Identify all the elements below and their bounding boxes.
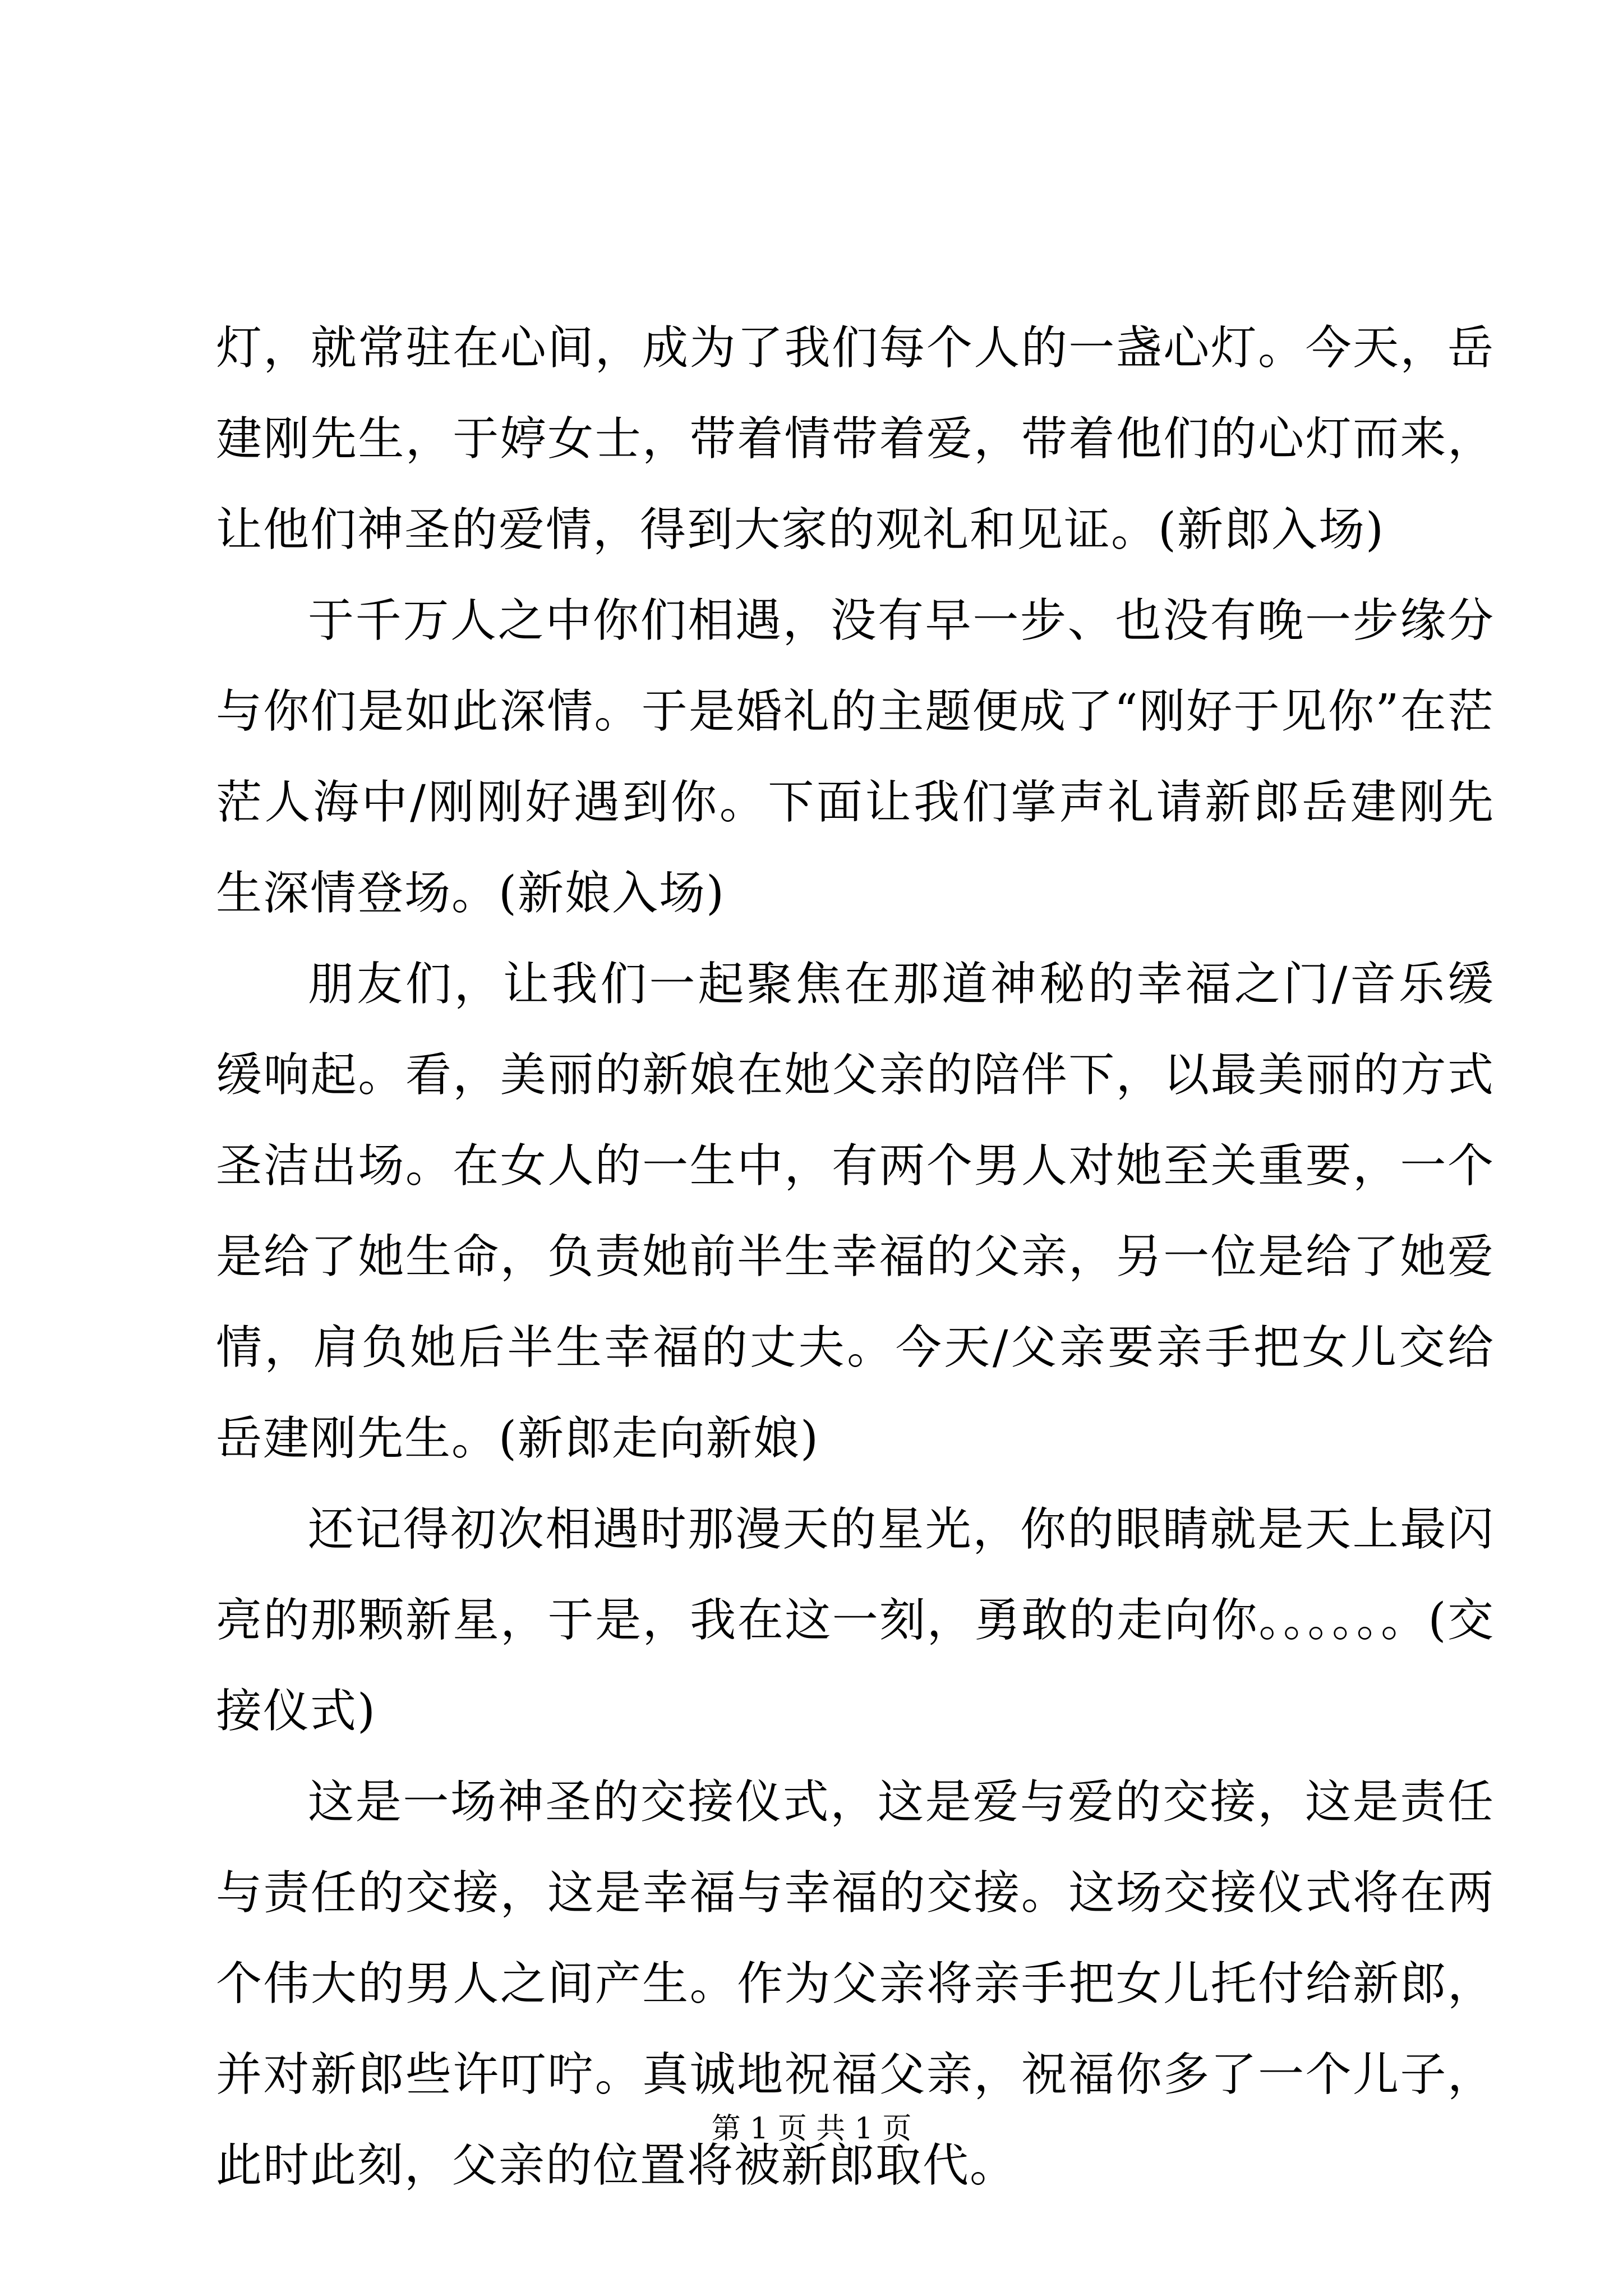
paragraph-4: 还记得初次相遇时那漫天的星光，你的眼睛就是天上最闪亮的那颗新星，于是，我在这一刻，勇敢的走向你。。。。。。(交接仪式) — [216, 1503, 1495, 1738]
paragraph-1: 灯，就常驻在心间，成为了我们每个人的一盏心灯。今天，岳建刚先生，于婷女士，带着情带着爱，带着他们的心灯而来，让他们神圣的爱情，得到大家的观礼和见证。(新郎入场) — [216, 321, 1495, 556]
paragraph-2: 于千万人之中你们相遇，没有早一步、也没有晚一步缘分与你们是如此深情。于是婚礼的主题便成了“刚好于见你”在茫茫人海中/刚刚好遇到你。下面让我们掌声礼请新郎岳建刚先生深情登场。(新娘入场) — [216, 594, 1495, 920]
paragraph-3: 朋友们，让我们一起聚焦在那道神秘的幸福之门/音乐缓缓响起。看，美丽的新娘在她父亲的陪伴下，以最美丽的方式圣洁出场。在女人的一生中，有两个男人对她至关重要，一个是给了她生命，负责她前半生幸福的父亲，另一位是给了她爱情，肩负她后半生幸福的丈夫。今天/父亲要亲手把女儿交给岳建刚先生。(新郎走向新娘) — [216, 958, 1495, 1465]
paragraph-5: 这是一场神圣的交接仪式，这是爱与爱的交接，这是责任与责任的交接，这是幸福与幸福的交接。这场交接仪式将在两个伟大的男人之间产生。作为父亲将亲手把女儿托付给新郎，并对新郎些许叮咛。真诚地祝福父亲，祝福你多了一个儿子，此时此刻，父亲的位置将被新郎取代。 — [216, 1775, 1495, 2192]
page-footer: 第 1 页 共 1 页 — [711, 2112, 912, 2146]
document-body — [216, 303, 1495, 2211]
